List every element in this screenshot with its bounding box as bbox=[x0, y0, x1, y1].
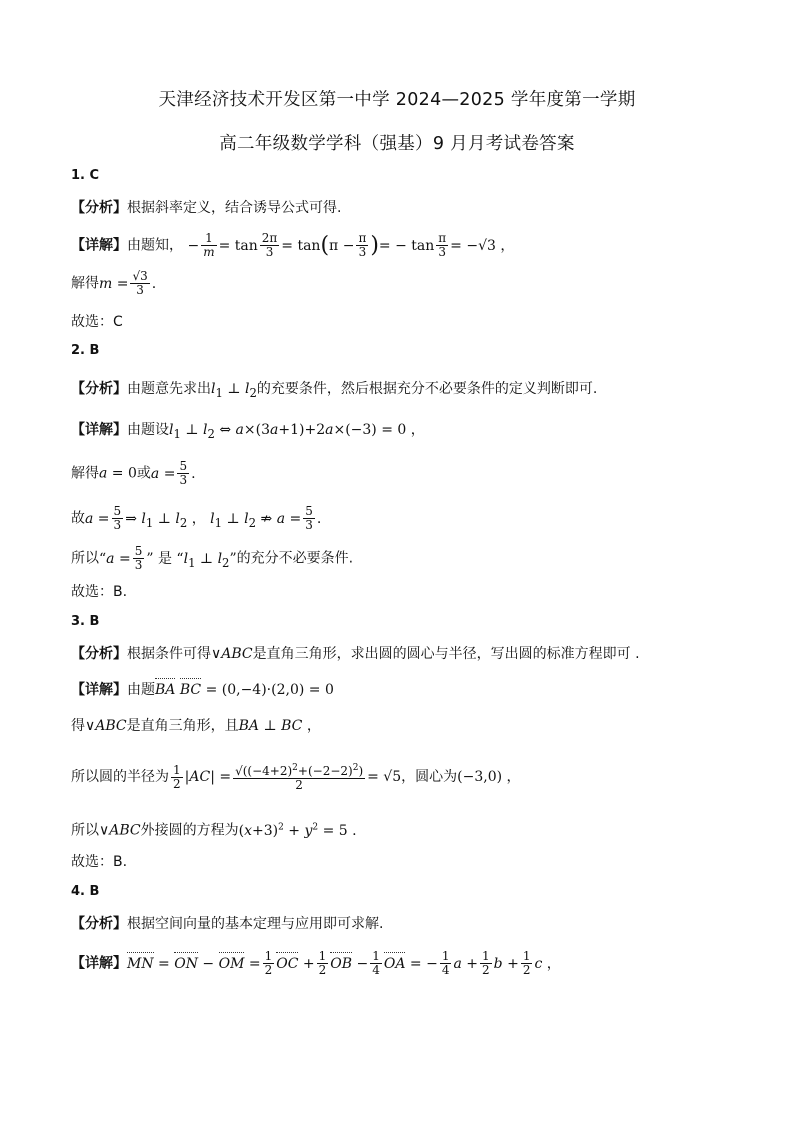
analysis-text-a: 由题意先求出 bbox=[127, 381, 211, 397]
analysis-text-b: 是直角三角形，求出圆的圆心与半径，写出圆的标准方程即可 . bbox=[252, 646, 640, 662]
so-word: 故 bbox=[71, 510, 85, 527]
or-word: 或 bbox=[136, 465, 151, 482]
q4-detail: 【详解】MN = ON − OM = $\frac{1}{2}$ OC + $\frac{1}{2}$ OB − $\frac{1}{4}$ OA = − $\frac{1}{4}$ a + $\frac{1}{2}$ b + $\frac{1}{2}$ c ， bbox=[71, 949, 561, 977]
q3-number: 3. B bbox=[71, 614, 100, 629]
circle-mid: 外接圆的方程为 bbox=[140, 822, 239, 839]
circle-prefix: 所以 bbox=[71, 822, 99, 839]
q1-solve: 解得m = $\frac{√3}{3}$ . bbox=[71, 269, 157, 297]
q1-detail bbox=[71, 232, 514, 259]
q2-analysis: 【分析】由题意先求出$l_1$ ⊥ $l_2$的充要条件，然后根据充分不必要条件的定义判断即可. bbox=[71, 381, 598, 400]
detail-tag: 【详解】 bbox=[71, 237, 127, 254]
detail-text: 由题设 bbox=[127, 422, 169, 438]
solve-text: 解得 bbox=[71, 465, 99, 482]
q3-radius: 所以圆的半径为 $\frac{1}{2}$ |AC| = $\frac{√((-4+2)^2+(-2-2)^2)}{2}$ = √5，圆心为(−3,0) ， bbox=[71, 762, 521, 792]
detail-tag: 【详解】 bbox=[71, 682, 127, 698]
detail-tag: 【详解】 bbox=[71, 422, 127, 438]
q1-equation: − $\frac{1}{m}$ = tan $\frac{2\pi}{3}$ = tan(π − $\frac{\pi}{3}$ )= − tan $\frac{\pi}{3}$ = −√3 ， bbox=[187, 231, 515, 259]
q1-analysis bbox=[71, 198, 341, 218]
q2-number: 2. B bbox=[71, 343, 100, 358]
conclusion-tail: 的充分不必要条件. bbox=[236, 550, 354, 567]
analysis-text: 根据空间向量的基本定理与应用即可求解. bbox=[127, 916, 384, 932]
analysis-text: 根据斜率定义，结合诱导公式可得. bbox=[127, 200, 342, 216]
detail-text: 由题知， bbox=[127, 237, 183, 254]
q3-get: 得∨ABC是直角三角形，且BA ⊥ BC ， bbox=[71, 718, 321, 734]
q3-answer: 故选：B. bbox=[71, 854, 128, 870]
analysis-tag: 【分析】 bbox=[71, 916, 127, 932]
therefore-word: 所以 bbox=[71, 550, 99, 567]
analysis-text-a: 根据条件可得 bbox=[127, 646, 211, 662]
detail-tag: 【详解】 bbox=[71, 955, 127, 972]
q1-answer: 故选：C bbox=[71, 314, 123, 330]
q1-number: 1. C bbox=[71, 168, 100, 183]
analysis-text-b: 的充要条件，然后根据充分不必要条件的定义判断即可. bbox=[256, 381, 598, 397]
analysis-tag: 【分析】 bbox=[71, 381, 127, 397]
analysis-tag: 【分析】 bbox=[71, 646, 127, 662]
center-text: ，圆心为 bbox=[401, 769, 458, 785]
detail-text: 由题 bbox=[127, 682, 155, 698]
title-line-1: 天津经济技术开发区第一中学 2024—2025 学年度第一学期 bbox=[158, 90, 636, 110]
q3-circle: 所以∨ABC外接圆的方程为$(x+3)^2 + y^2 = 5$ . bbox=[71, 822, 357, 839]
solve-text: 解得 bbox=[71, 275, 99, 292]
title-line-2: 高二年级数学学科（强基）9 月月考试卷答案 bbox=[219, 134, 575, 154]
analysis-tag: 【分析】 bbox=[71, 200, 127, 216]
q3-analysis: 【分析】根据条件可得∨ABC是直角三角形，求出圆的圆心与半径，写出圆的标准方程即可 . bbox=[71, 646, 640, 662]
q3-detail: 【详解】由题BA BC = (0,−4)·(2,0) = 0 bbox=[71, 682, 334, 698]
get-mid: 是直角三角形，且 bbox=[126, 718, 239, 734]
q2-solve: 解得a = 0或a = $\frac{5}{3}$ . bbox=[71, 459, 196, 487]
radius-text: 所以圆的半径为 bbox=[71, 769, 169, 785]
q2-so: 故a = $\frac{5}{3}$ ⇒ $l_1$ ⊥ $l_2$ ， $l_1$ ⊥ $l_2$ ⇏ a = $\frac{5}{3}$ . bbox=[71, 504, 322, 532]
q2-conclusion: 所以“a = $\frac{5}{3}$ ” 是 “$l_1$ ⊥ $l_2$”的充分不必要条件. bbox=[71, 544, 354, 572]
q2-answer: 故选：B. bbox=[71, 584, 128, 600]
q4-number: 4. B bbox=[71, 884, 100, 899]
q4-analysis bbox=[71, 914, 383, 934]
get-word: 得 bbox=[71, 718, 85, 734]
q2-detail: 【详解】由题设$l_1$ ⊥ $l_2$ ⇔ a×(3a+1)+2a×(−3) = 0 ， bbox=[71, 422, 425, 441]
